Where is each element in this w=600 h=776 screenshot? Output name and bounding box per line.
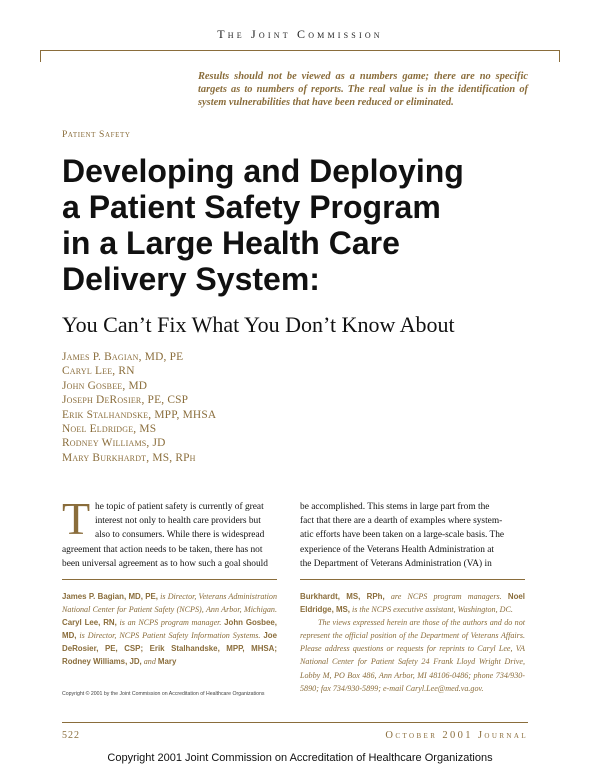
body-line: be accomplished. This stems in large part from the xyxy=(300,502,490,512)
bio-name: John Gosbee, MD, xyxy=(62,618,277,641)
body-column-left xyxy=(62,500,277,571)
page-number: 522 xyxy=(62,730,80,741)
header-rule-right-tick xyxy=(559,50,560,62)
running-head: The Joint Commission xyxy=(217,27,383,41)
footnote-rule-left xyxy=(62,579,277,580)
title-line: in a Large Health Care xyxy=(62,225,400,261)
bio-text: is the NCPS executive assistant, Washington, DC. xyxy=(349,605,513,615)
body-line: experience of the Veterans Health Administration at xyxy=(300,544,495,555)
author-bios-left xyxy=(62,590,277,669)
article-title xyxy=(62,153,532,297)
body-line: agreement that action needs to be taken, there has not xyxy=(62,544,263,555)
header-rule-left-tick xyxy=(40,50,41,62)
title-line: a Patient Safety Program xyxy=(62,189,441,225)
bio-name: Burkhardt, MS, RPh, xyxy=(300,592,385,601)
article-subtitle: You Can’t Fix What You Don’t Know About xyxy=(62,312,455,337)
footer-copyright: Copyright 2001 Joint Commission on Accreditation of Healthcare Organizations xyxy=(107,752,493,764)
author: Noel Eldridge, MS xyxy=(62,423,157,436)
journal-name: October 2001 Journal xyxy=(385,730,528,741)
small-copyright: Copyright © 2001 by the Joint Commission on Accreditation of Healthcare Organizations xyxy=(62,691,265,697)
bio-name: Joe DeRosier, PE, CSP; Erik Stalhandske, MPP, MHSA; Rodney Williams, JD, xyxy=(62,631,277,667)
bio-name: Caryl Lee, RN, xyxy=(62,618,117,628)
body-line: been universal agreement as to how such a goal should xyxy=(62,558,268,569)
author: Erik Stalhandske, MPP, MHSA xyxy=(62,408,217,421)
bio-text: is an NCPS program manager. xyxy=(116,618,225,628)
author: Joseph DeRosier, PE, CSP xyxy=(62,394,189,407)
author: Rodney Williams, JD xyxy=(62,437,166,450)
author-bios-right xyxy=(300,590,525,695)
bio-text: is Director, Veterans Administration National Center for Patient Safety (NCPS), Ann Arbor, Michigan. xyxy=(62,592,277,615)
title-line: Developing and Deploying xyxy=(62,153,464,189)
author: Caryl Lee, RN xyxy=(62,365,135,378)
bio-name: Mary xyxy=(157,657,177,667)
body-line: atic efforts have been taken on a large-scale basis. The xyxy=(300,530,505,541)
bio-name: Noel Eldridge, MS, xyxy=(300,592,525,615)
pull-quote: Results should not be viewed as a numbers game; there are no specific targets as to numbers of reports. The real value is in the identification of system vulnerabilities that have been reduced or eliminated. xyxy=(198,71,528,108)
bio-text: and xyxy=(141,657,158,667)
body-line: also to consumers. While there is widespread xyxy=(95,530,265,541)
body-line: he topic of patient safety is currently of great xyxy=(95,502,264,512)
bio-text: is Director, NCPS Patient Safety Information Systems. xyxy=(76,631,264,641)
section-label: Patient Safety xyxy=(62,129,131,140)
footnote-rule-right xyxy=(300,579,525,580)
footer-rule xyxy=(62,722,528,723)
body-line: fact that there are a dearth of examples where system- xyxy=(300,516,503,527)
author: Mary Burkhardt, MS, RPh xyxy=(62,451,196,464)
body-column-right xyxy=(300,500,515,571)
header-rule xyxy=(40,50,560,51)
bio-name: James P. Bagian, MD, PE, xyxy=(62,592,158,601)
title-line: Delivery System: xyxy=(62,261,320,297)
body-line: the Department of Veterans Administration (VA) in xyxy=(300,558,492,569)
author-list xyxy=(62,350,216,465)
bio-text: are NCPS program managers. xyxy=(384,592,508,601)
drop-cap: T xyxy=(62,493,91,544)
author: John Gosbee, MD xyxy=(62,379,148,392)
body-line: interest not only to health care providers but xyxy=(95,516,261,527)
disclaimer: The views expressed herein are those of the authors and do not represent the official position of the Department of Veterans Affairs. Please address questions or requests for reprints to Caryl Lee, VA National Center for Patient Safety 24 Frank Lloyd Wright Drive, Lobby M, PO Box 486, Ann Arbor, MI 48106-0486; phone 734/930-5890; fax 734/930-5899; e-mail Caryl.Lee@med.va.gov. xyxy=(300,618,525,693)
author: James P. Bagian, MD, PE xyxy=(62,351,184,363)
